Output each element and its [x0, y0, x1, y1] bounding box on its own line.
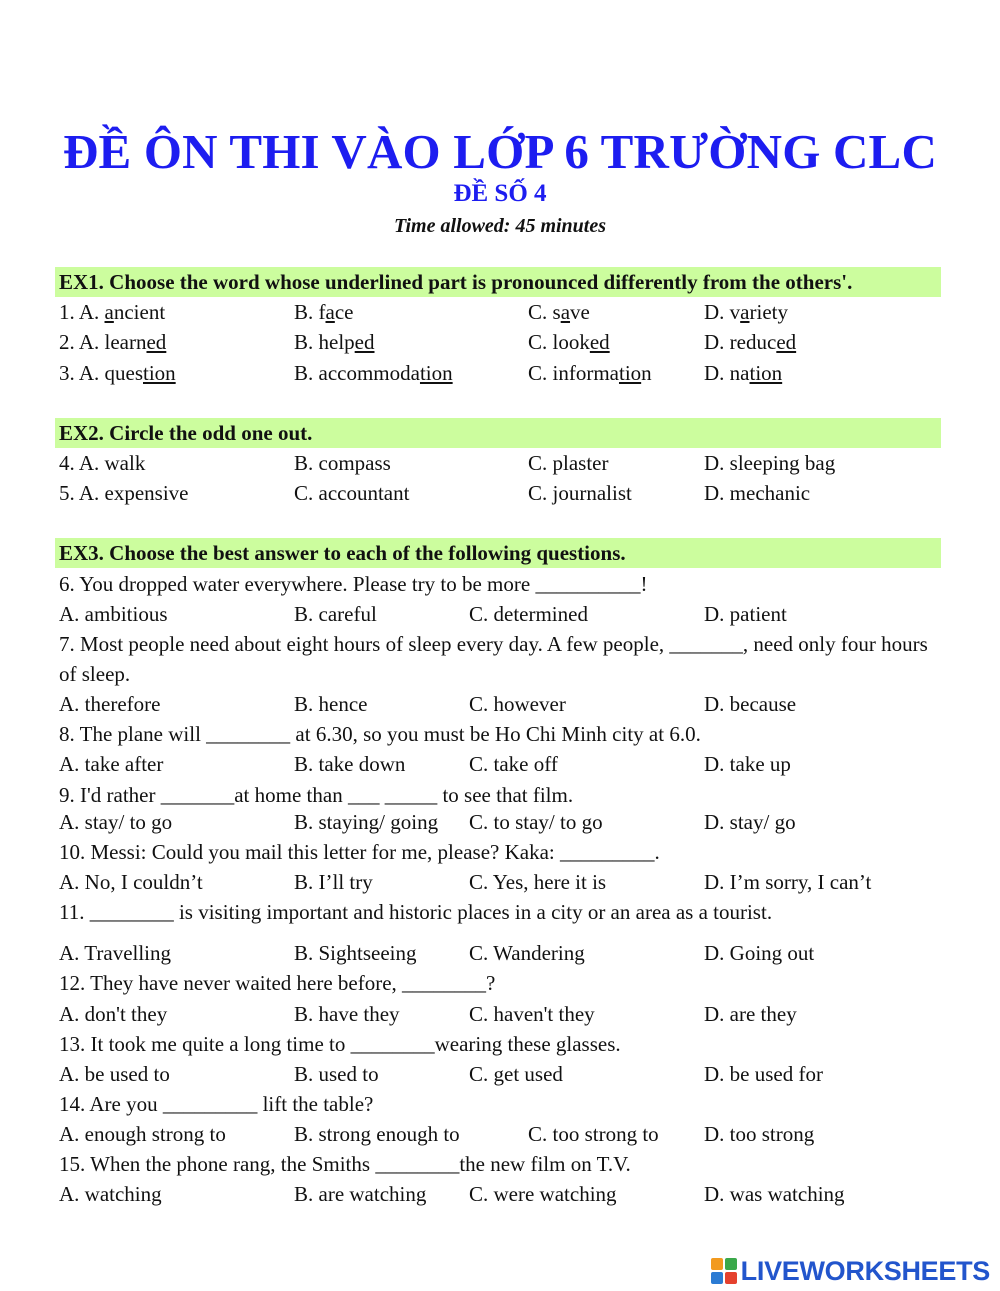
question-text: 8. The plane will ________ at 6.30, so you must be Ho Chi Minh city at 6.0.: [59, 722, 701, 746]
options-row: [0, 690, 1000, 718]
answer-option[interactable]: D. because: [704, 692, 797, 716]
answer-option[interactable]: B. compass: [294, 451, 391, 475]
answer-option[interactable]: D. reduced: [704, 330, 797, 354]
answer-option[interactable]: C. Yes, here it is: [469, 870, 607, 894]
answer-option[interactable]: B. strong enough to: [294, 1122, 460, 1146]
answer-option[interactable]: D. sleeping bag: [704, 451, 836, 475]
answer-option[interactable]: D. I’m sorry, I can’t: [704, 870, 872, 894]
answer-option[interactable]: B. take down: [294, 752, 406, 776]
answer-option[interactable]: D. variety: [704, 300, 788, 324]
ex2-question-row: [0, 479, 1000, 507]
options-row: [0, 939, 1000, 967]
options-row: [0, 750, 1000, 778]
answer-option[interactable]: A. watching: [59, 1182, 162, 1206]
answer-option[interactable]: B. Sightseeing: [294, 941, 417, 965]
ex2-question-row: [0, 449, 1000, 477]
ex2-heading: EX2. Circle the odd one out.: [55, 418, 941, 448]
ex3-heading: EX3. Choose the best answer to each of the following questions.: [55, 538, 941, 568]
options-row: [0, 1180, 1000, 1208]
answer-option[interactable]: C. to stay/ to go: [469, 810, 603, 834]
answer-option[interactable]: C. journalist: [528, 481, 632, 505]
logo-text: LIVEWORKSHEETS: [740, 1255, 990, 1286]
answer-option[interactable]: C. Wandering: [469, 941, 585, 965]
answer-option[interactable]: B. accommodation: [294, 361, 453, 385]
answer-option[interactable]: C. save: [528, 300, 590, 324]
ex1-heading: EX1. Choose the word whose underlined part is pronounced differently from the others'.: [55, 267, 941, 297]
answer-option[interactable]: A. don't they: [59, 1002, 168, 1026]
answer-option[interactable]: B. have they: [294, 1002, 400, 1026]
answer-option[interactable]: A. ambitious: [59, 602, 168, 626]
logo-square: [725, 1272, 737, 1284]
question-text: 10. Messi: Could you mail this letter for me, please? Kaka: _________.: [59, 840, 660, 864]
answer-option[interactable]: B. face: [294, 300, 354, 324]
question-text: 11. ________ is visiting important and historic places in a city or an area as a tourist.: [59, 900, 773, 924]
question-text: 12. They have never waited here before, ________?: [59, 971, 496, 995]
answer-option[interactable]: D. be used for: [704, 1062, 823, 1086]
answer-option[interactable]: C. take off: [469, 752, 558, 776]
answer-option[interactable]: D. too strong: [704, 1122, 815, 1146]
answer-option[interactable]: A. be used to: [59, 1062, 170, 1086]
answer-option[interactable]: C. were watching: [469, 1182, 617, 1206]
answer-option[interactable]: B. helped: [294, 330, 375, 354]
answer-option[interactable]: D. Going out: [704, 941, 815, 965]
answer-option[interactable]: B. hence: [294, 692, 368, 716]
answer-option[interactable]: D. patient: [704, 602, 787, 626]
answer-option[interactable]: 3. A. question: [59, 361, 176, 385]
logo-square: [711, 1272, 723, 1284]
options-row: [0, 808, 1000, 836]
options-row: [0, 600, 1000, 628]
answer-option[interactable]: B. are watching: [294, 1182, 427, 1206]
test-number: ĐỀ SỐ 4: [453, 180, 547, 207]
answer-option[interactable]: A. take after: [59, 752, 164, 776]
options-row: [0, 1000, 1000, 1028]
options-row: [0, 1120, 1000, 1148]
answer-option[interactable]: A. Travelling: [59, 941, 172, 965]
answer-option[interactable]: A. stay/ to go: [59, 810, 173, 834]
answer-option[interactable]: C. plaster: [528, 451, 609, 475]
answer-option[interactable]: 2. A. learned: [59, 330, 167, 354]
answer-option[interactable]: D. are they: [704, 1002, 797, 1026]
answer-option[interactable]: B. I’ll try: [294, 870, 373, 894]
question-text: 13. It took me quite a long time to ________wearing these glasses.: [59, 1032, 621, 1056]
question-text: 7. Most people need about eight hours of sleep every day. A few people, _______, need only four hours of sleep.: [59, 632, 928, 686]
answer-option[interactable]: C. accountant: [294, 481, 410, 505]
page-title: ĐỀ ÔN THI VÀO LỚP 6 TRƯỜNG CLC: [62, 124, 938, 179]
answer-option[interactable]: D. stay/ go: [704, 810, 796, 834]
logo-square: [711, 1258, 723, 1270]
question-text: 14. Are you _________ lift the table?: [59, 1092, 374, 1116]
logo-square: [725, 1258, 737, 1270]
answer-option[interactable]: D. mechanic: [704, 481, 811, 505]
answer-option[interactable]: C. determined: [469, 602, 588, 626]
question-text: 15. When the phone rang, the Smiths ________the new film on T.V.: [59, 1152, 631, 1176]
answer-option[interactable]: C. haven't they: [469, 1002, 595, 1026]
answer-option[interactable]: 1. A. ancient: [59, 300, 166, 324]
question-text: 9. I'd rather _______at home than ___ _____ to see that film.: [59, 783, 574, 807]
answer-option[interactable]: 4. A. walk: [59, 451, 146, 475]
answer-option[interactable]: A. enough strong to: [59, 1122, 226, 1146]
ex1-question-row: [0, 359, 1000, 387]
answer-option[interactable]: D. was watching: [704, 1182, 845, 1206]
answer-option[interactable]: C. too strong to: [528, 1122, 659, 1146]
answer-option[interactable]: B. used to: [294, 1062, 379, 1086]
answer-option[interactable]: C. looked: [528, 330, 610, 354]
liveworksheets-icon: [711, 1258, 737, 1284]
answer-option[interactable]: C. get used: [469, 1062, 563, 1086]
answer-option[interactable]: B. careful: [294, 602, 377, 626]
question-text: 6. You dropped water everywhere. Please try to be more __________!: [59, 572, 648, 596]
liveworksheets-logo[interactable]: [711, 1254, 990, 1288]
answer-option[interactable]: D. nation: [704, 361, 783, 385]
answer-option[interactable]: D. take up: [704, 752, 791, 776]
answer-option[interactable]: C. information: [528, 361, 652, 385]
ex1-question-row: [0, 298, 1000, 326]
answer-option[interactable]: A. No, I couldn’t: [59, 870, 203, 894]
answer-option[interactable]: B. staying/ going: [294, 810, 439, 834]
answer-option[interactable]: 5. A. expensive: [59, 481, 189, 505]
options-row: [0, 868, 1000, 896]
answer-option[interactable]: A. therefore: [59, 692, 161, 716]
time-allowed: Time allowed: 45 minutes: [393, 215, 607, 237]
answer-option[interactable]: C. however: [469, 692, 566, 716]
options-row: [0, 1060, 1000, 1088]
ex1-question-row: [0, 328, 1000, 356]
